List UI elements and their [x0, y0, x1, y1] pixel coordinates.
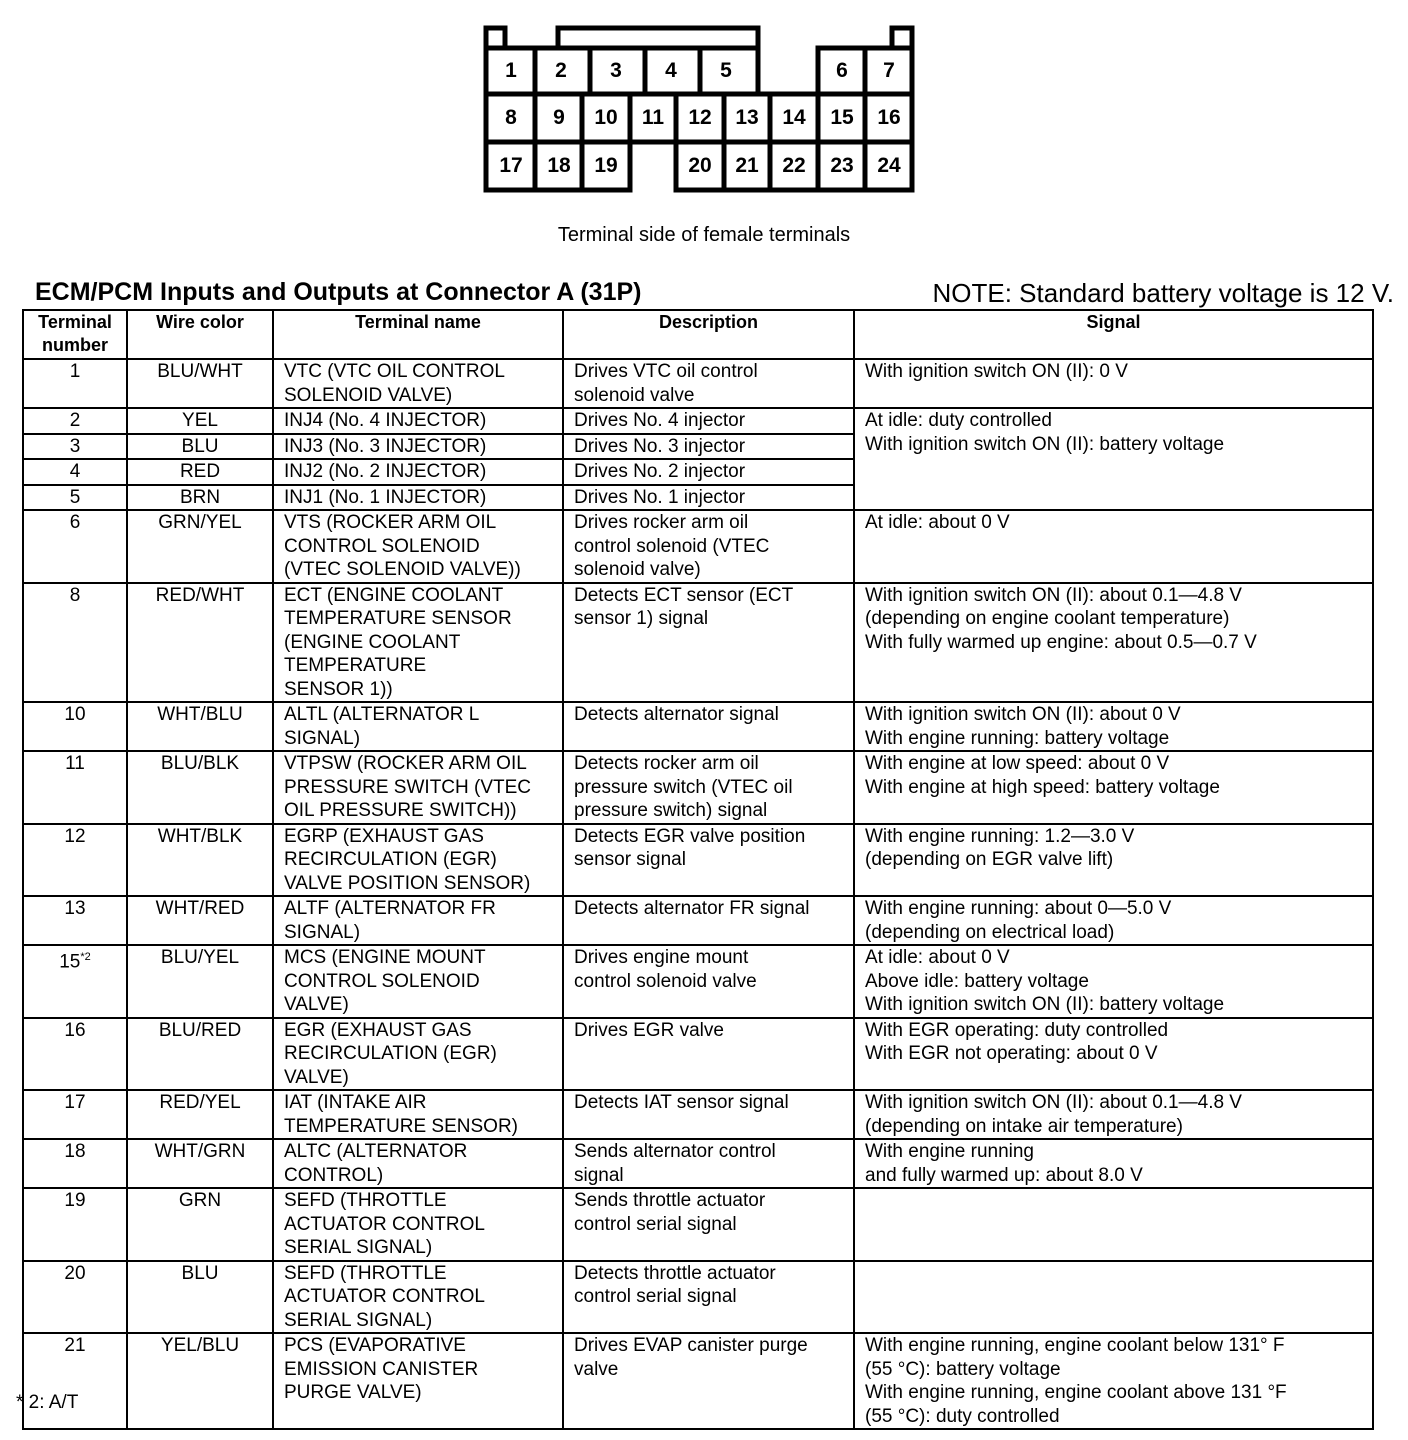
- name-cell: INJ3 (No. 3 INJECTOR): [273, 434, 563, 460]
- pin-2: 2: [555, 59, 567, 82]
- signal-cell: [854, 1188, 1373, 1261]
- table-row: [23, 1188, 1373, 1261]
- wire-cell: RED: [127, 459, 273, 485]
- desc-cell: Sends throttle actuator control serial signal: [563, 1188, 854, 1261]
- header-signal: Signal: [854, 310, 1373, 359]
- pin-7: 7: [883, 59, 895, 82]
- terminal-cell: 18: [23, 1139, 127, 1188]
- pin-9: 9: [553, 106, 565, 129]
- wire-cell: WHT/RED: [127, 896, 273, 945]
- name-cell: ALTL (ALTERNATOR L SIGNAL): [273, 702, 563, 751]
- terminal-cell: 21: [23, 1333, 127, 1429]
- pin-21: 21: [735, 154, 759, 177]
- desc-cell: Drives No. 2 injector: [563, 459, 854, 485]
- pin-19: 19: [594, 154, 618, 177]
- table-row: [23, 583, 1373, 703]
- pin-11: 11: [641, 106, 665, 129]
- voltage-note: NOTE: Standard battery voltage is 12 V.: [932, 278, 1394, 308]
- signal-cell: At idle: about 0 V: [854, 510, 1373, 583]
- signal-cell: With ignition switch ON (II): about 0.1—4.8 V (depending on intake air temperature): [854, 1090, 1373, 1139]
- desc-cell: Sends alternator control signal: [563, 1139, 854, 1188]
- signal-cell: With ignition switch ON (II): 0 V: [854, 359, 1373, 408]
- signal-cell: With engine running: about 0—5.0 V (depending on electrical load): [854, 896, 1373, 945]
- wire-cell: RED/WHT: [127, 583, 273, 703]
- terminal-cell: 8: [23, 583, 127, 703]
- signal-cell: With ignition switch ON (II): about 0.1—4.8 V (depending on engine coolant temperature) With fully warmed up engine: about 0.5—0.7 V: [854, 583, 1373, 703]
- name-cell: IAT (INTAKE AIR TEMPERATURE SENSOR): [273, 1090, 563, 1139]
- name-cell: VTS (ROCKER ARM OIL CONTROL SOLENOID (VTEC SOLENOID VALVE)): [273, 510, 563, 583]
- desc-cell: Drives rocker arm oil control solenoid (VTEC solenoid valve): [563, 510, 854, 583]
- terminal-cell: 20: [23, 1261, 127, 1334]
- desc-cell: Drives engine mount control solenoid valve: [563, 945, 854, 1018]
- table-row: [23, 1018, 1373, 1091]
- wire-cell: YEL: [127, 408, 273, 434]
- desc-cell: Detects rocker arm oil pressure switch (VTEC oil pressure switch) signal: [563, 751, 854, 824]
- name-cell: INJ1 (No. 1 INJECTOR): [273, 485, 563, 511]
- name-cell: ECT (ENGINE COOLANT TEMPERATURE SENSOR (ENGINE COOLANT TEMPERATURE SENSOR 1)): [273, 583, 563, 703]
- pin-17: 17: [499, 154, 523, 177]
- table-row: [23, 408, 1373, 434]
- footnote-marker: *2: [80, 951, 91, 963]
- wire-cell: RED/YEL: [127, 1090, 273, 1139]
- table-row: [23, 510, 1373, 583]
- pin-20: 20: [688, 154, 712, 177]
- terminal-cell: 11: [23, 751, 127, 824]
- pin-14: 14: [782, 106, 806, 129]
- terminal-cell: 5: [23, 485, 127, 511]
- io-table: [22, 309, 1374, 1430]
- name-cell: SEFD (THROTTLE ACTUATOR CONTROL SERIAL SIGNAL): [273, 1188, 563, 1261]
- name-cell: EGRP (EXHAUST GAS RECIRCULATION (EGR) VALVE POSITION SENSOR): [273, 824, 563, 897]
- desc-cell: Detects ECT sensor (ECT sensor 1) signal: [563, 583, 854, 703]
- signal-cell: With ignition switch ON (II): about 0 V With engine running: battery voltage: [854, 702, 1373, 751]
- wire-cell: WHT/BLK: [127, 824, 273, 897]
- signal-cell: At idle: duty controlled With ignition switch ON (II): battery voltage: [854, 408, 1373, 510]
- name-cell: VTPSW (ROCKER ARM OIL PRESSURE SWITCH (VTEC OIL PRESSURE SWITCH)): [273, 751, 563, 824]
- terminal-cell: 16: [23, 1018, 127, 1091]
- wire-cell: BLU: [127, 1261, 273, 1334]
- name-cell: INJ4 (No. 4 INJECTOR): [273, 408, 563, 434]
- pin-8: 8: [505, 106, 517, 129]
- pin-15: 15: [830, 106, 854, 129]
- table-row: [23, 896, 1373, 945]
- terminal-number: 15: [59, 951, 81, 973]
- header-wire-color: Wire color: [127, 310, 273, 359]
- signal-cell: With engine running and fully warmed up: about 8.0 V: [854, 1139, 1373, 1188]
- desc-cell: Drives No. 3 injector: [563, 434, 854, 460]
- pin-13: 13: [735, 106, 759, 129]
- pin-5: 5: [720, 59, 732, 82]
- terminal-cell: 2: [23, 408, 127, 434]
- pin-4: 4: [665, 59, 677, 82]
- table-row: [23, 945, 1373, 1018]
- signal-cell: With engine running, engine coolant below 131° F (55 °C): battery voltage With engine running, engine coolant above 131 °F (55 °C): duty controlled: [854, 1333, 1373, 1429]
- pin-12: 12: [688, 106, 712, 129]
- pin-24: 24: [877, 154, 901, 177]
- table-row: [23, 824, 1373, 897]
- wire-cell: WHT/GRN: [127, 1139, 273, 1188]
- desc-cell: Drives No. 1 injector: [563, 485, 854, 511]
- desc-cell: Detects throttle actuator control serial signal: [563, 1261, 854, 1334]
- desc-cell: Drives EVAP canister purge valve: [563, 1333, 854, 1429]
- signal-cell: With engine at low speed: about 0 V With engine at high speed: battery voltage: [854, 751, 1373, 824]
- pin-1: 1: [505, 59, 517, 82]
- pin-6: 6: [836, 59, 848, 82]
- desc-cell: Detects alternator signal: [563, 702, 854, 751]
- wire-cell: BRN: [127, 485, 273, 511]
- table-row: [23, 751, 1373, 824]
- signal-cell: With EGR operating: duty controlled With EGR not operating: about 0 V: [854, 1018, 1373, 1091]
- terminal-cell: 19: [23, 1188, 127, 1261]
- header-description: Description: [563, 310, 854, 359]
- table-row: [23, 702, 1373, 751]
- desc-cell: Drives EGR valve: [563, 1018, 854, 1091]
- terminal-cell: 17: [23, 1090, 127, 1139]
- signal-cell: At idle: about 0 V Above idle: battery voltage With ignition switch ON (II): battery voltage: [854, 945, 1373, 1018]
- table-row: [23, 359, 1373, 408]
- signal-cell: With engine running: 1.2—3.0 V (depending on EGR valve lift): [854, 824, 1373, 897]
- wire-cell: GRN/YEL: [127, 510, 273, 583]
- table-row: [23, 1139, 1373, 1188]
- desc-cell: Detects alternator FR signal: [563, 896, 854, 945]
- pin-3: 3: [610, 59, 622, 82]
- terminal-cell: 10: [23, 702, 127, 751]
- terminal-cell: 13: [23, 896, 127, 945]
- wire-cell: WHT/BLU: [127, 702, 273, 751]
- connector-caption: Terminal side of female terminals: [557, 224, 851, 246]
- name-cell: EGR (EXHAUST GAS RECIRCULATION (EGR) VALVE): [273, 1018, 563, 1091]
- desc-cell: Drives VTC oil control solenoid valve: [563, 359, 854, 408]
- wire-cell: BLU/RED: [127, 1018, 273, 1091]
- name-cell: ALTC (ALTERNATOR CONTROL): [273, 1139, 563, 1188]
- name-cell: VTC (VTC OIL CONTROL SOLENOID VALVE): [273, 359, 563, 408]
- name-cell: MCS (ENGINE MOUNT CONTROL SOLENOID VALVE): [273, 945, 563, 1018]
- table-row: [23, 1090, 1373, 1139]
- connector-diagram: [480, 22, 920, 194]
- desc-cell: Detects EGR valve position sensor signal: [563, 824, 854, 897]
- signal-cell: [854, 1261, 1373, 1334]
- pin-23: 23: [830, 154, 854, 177]
- terminal-cell: 12: [23, 824, 127, 897]
- name-cell: PCS (EVAPORATIVE EMISSION CANISTER PURGE VALVE): [273, 1333, 563, 1429]
- table-row: [23, 1333, 1373, 1429]
- header-terminal: Terminal number: [23, 310, 127, 359]
- page-title: ECM/PCM Inputs and Outputs at Connector A (31P): [35, 278, 642, 306]
- table-row: [23, 1261, 1373, 1334]
- terminal-cell: [23, 945, 127, 1018]
- terminal-cell: 3: [23, 434, 127, 460]
- pin-18: 18: [547, 154, 571, 177]
- terminal-cell: 4: [23, 459, 127, 485]
- pin-16: 16: [877, 106, 901, 129]
- name-cell: SEFD (THROTTLE ACTUATOR CONTROL SERIAL SIGNAL): [273, 1261, 563, 1334]
- table-header-row: [23, 310, 1373, 359]
- pin-22: 22: [782, 154, 806, 177]
- terminal-cell: 6: [23, 510, 127, 583]
- wire-cell: BLU/WHT: [127, 359, 273, 408]
- terminal-cell: 1: [23, 359, 127, 408]
- name-cell: INJ2 (No. 2 INJECTOR): [273, 459, 563, 485]
- name-cell: ALTF (ALTERNATOR FR SIGNAL): [273, 896, 563, 945]
- wire-cell: BLU/BLK: [127, 751, 273, 824]
- desc-cell: Drives No. 4 injector: [563, 408, 854, 434]
- pin-10: 10: [594, 106, 618, 129]
- wire-cell: GRN: [127, 1188, 273, 1261]
- wire-cell: BLU/YEL: [127, 945, 273, 1018]
- wire-cell: BLU: [127, 434, 273, 460]
- desc-cell: Detects IAT sensor signal: [563, 1090, 854, 1139]
- header-terminal-name: Terminal name: [273, 310, 563, 359]
- wire-cell: YEL/BLU: [127, 1333, 273, 1429]
- footnote: * 2: A/T: [16, 1392, 79, 1413]
